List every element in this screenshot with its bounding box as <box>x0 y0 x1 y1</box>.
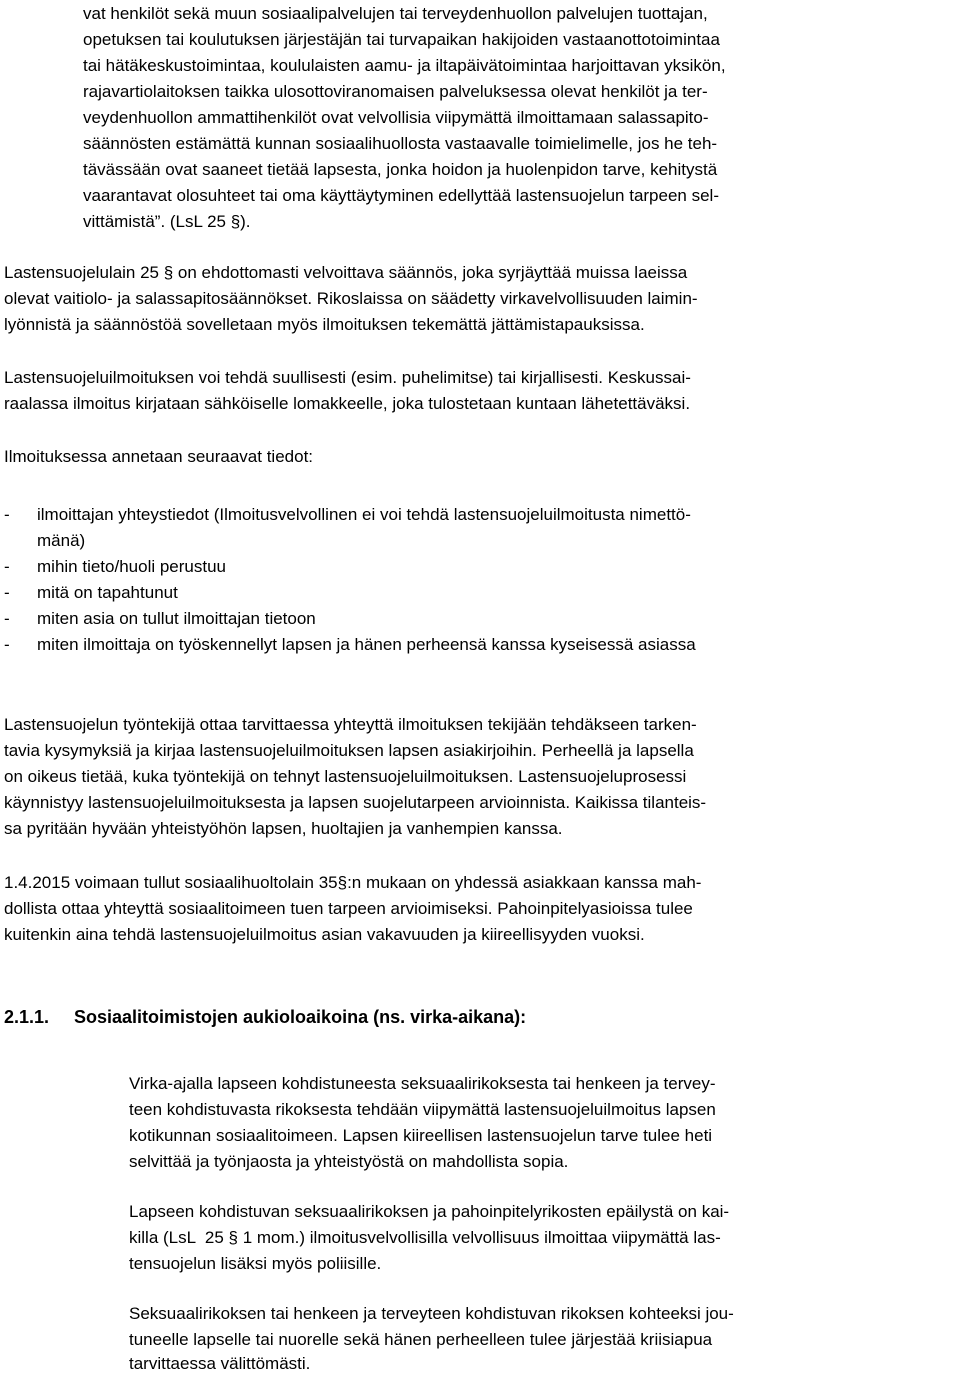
text-line: tensuojelun lisäksi myös poliisille. <box>129 1254 382 1273</box>
text-line: tavia kysymyksiä ja kirjaa lastensuojeluilmoituksen lapsen asiakirjoihin. Perheellä ja lapsella <box>4 741 694 760</box>
text-line: opetuksen tai koulutuksen järjestäjän tai turvapaikan hakijoiden vastaanottotoimintaa <box>83 30 720 49</box>
list-item-continuation: mänä) <box>37 531 86 550</box>
list-item: mihin tieto/huoli perustuu <box>37 557 227 576</box>
text-line: käynnistyy lastensuojeluilmoituksesta ja lapsen suojelutarpeen arvioinnista. Kaikissa tilanteis- <box>4 793 707 812</box>
section-number: 2.1.1. <box>4 1007 50 1027</box>
bullet-mark: - <box>4 635 10 654</box>
text-line: lyönnistä ja säännöstöä sovelletaan myös ilmoituksen tekemättä jättämistapauksissa. <box>4 315 645 334</box>
text-line: sa pyritään hyvään yhteistyöhön lapsen, huoltajien ja vanhempien kanssa. <box>4 819 563 838</box>
section-title: Sosiaalitoimistojen aukioloaikoina (ns. virka-aikana): <box>74 1007 527 1027</box>
text-line: Seksuaalirikoksen tai henkeen ja terveyteen kohdistuvan rikoksen kohteeksi jou- <box>129 1304 734 1323</box>
text-line: Virka-ajalla lapseen kohdistuneesta seksuaalirikoksesta tai henkeen ja tervey- <box>129 1074 716 1093</box>
list-item: miten asia on tullut ilmoittajan tietoon <box>37 609 316 628</box>
list-intro: Ilmoituksessa annetaan seuraavat tiedot: <box>4 447 314 466</box>
list-item: miten ilmoittaja on työskennellyt lapsen ja hänen perheensä kanssa kyseisessä asiassa <box>37 635 696 654</box>
text-line: Lastensuojelun työntekijä ottaa tarvittaessa yhteyttä ilmoituksen tekijään tehdäkseen tarken- <box>4 715 697 734</box>
text-line: 1.4.2015 voimaan tullut sosiaalihuoltolain 35§:n mukaan on yhdessä asiakkaan kanssa mah- <box>4 873 702 892</box>
text-line: Lastensuojelulain 25 § on ehdottomasti velvoittava säännös, joka syrjäyttää muissa laeissa <box>4 263 688 282</box>
text-line: killa (LsL 25 § 1 mom.) ilmoitusvelvollisilla velvollisuus ilmoittaa viipymättä las- <box>129 1228 721 1247</box>
text-line: kuitenkin aina tehdä lastensuojeluilmoitus asian vakavuuden ja kiireellisyyden vuoksi. <box>4 925 645 944</box>
text-line: tävässään ovat saaneet tietää lapsesta, jonka hoidon ja huolenpidon tarve, kehitystä <box>83 160 718 179</box>
bullet-mark: - <box>4 609 10 628</box>
text-line: on oikeus tietää, kuka työntekijä on tehnyt lastensuojeluilmoituksen. Lastensuojeluprosessi <box>4 767 687 786</box>
text-line: rajavartiolaitoksen taikka ulosottoviranomaisen palveluksessa olevat henkilöt ja ter- <box>83 82 708 101</box>
text-line: vaarantavat olosuhteet tai oma käyttäytyminen edellyttää lastensuojelun tarpeen sel- <box>83 186 719 205</box>
text-line: säännösten estämättä kunnan sosiaalihuollosta vastaavalle toimielimelle, jos he teh- <box>83 134 718 153</box>
list-item: ilmoittajan yhteystiedot (Ilmoitusvelvollinen ei voi tehdä lastensuojeluilmoitusta nimettö- <box>37 505 691 524</box>
text-line: vat henkilöt sekä muun sosiaalipalvelujen tai terveydenhuollon palvelujen tuottajan, <box>83 4 708 23</box>
list-item: mitä on tapahtunut <box>37 583 178 602</box>
text-line: Lastensuojeluilmoituksen voi tehdä suullisesti (esim. puhelimitse) tai kirjallisesti. Keskussai- <box>4 368 691 387</box>
text-line: teen kohdistuvasta rikoksesta tehdään viipymättä lastensuojeluilmoitus lapsen <box>129 1100 716 1119</box>
bullet-mark: - <box>4 505 10 524</box>
text-line: tai hätäkeskustoimintaa, koululaisten aamu- ja iltapäivätoimintaa harjoittavan yksikön, <box>83 56 726 75</box>
text-line: veydenhuollon ammattihenkilöt ovat velvollisia viipymättä ilmoittamaan salassapito- <box>83 108 709 127</box>
text-line: vittämistä”. (LsL 25 §). <box>83 212 251 231</box>
text-line: olevat vaitiolo- ja salassapitosäännökset. Rikoslaissa on säädetty virkavelvollisuuden laimin- <box>4 289 698 308</box>
text-line: dollista ottaa yhteyttä sosiaalitoimeen tuen tarpeen arvioimiseksi. Pahoinpitelyasioissa tulee <box>4 899 693 918</box>
text-line: selvittää ja työnjaosta ja yhteistyöstä on mahdollista sopia. <box>129 1152 569 1171</box>
text-line: tarvittaessa välittömästi. <box>129 1354 311 1373</box>
bullet-mark: - <box>4 583 10 602</box>
bullet-mark: - <box>4 557 10 576</box>
text-line: tuneelle lapselle tai nuorelle sekä hänen perheelleen tulee järjestää kriisiapua <box>129 1330 713 1349</box>
text-line: raalassa ilmoitus kirjataan sähköiselle lomakkeelle, joka tulostetaan kuntaan lähetettäväksi. <box>4 394 691 413</box>
text-line: Lapseen kohdistuvan seksuaalirikoksen ja pahoinpitelyrikosten epäilystä on kai- <box>129 1202 730 1221</box>
text-line: kotikunnan sosiaalitoimeen. Lapsen kiireellisen lastensuojelun tarve tulee heti <box>129 1126 713 1145</box>
